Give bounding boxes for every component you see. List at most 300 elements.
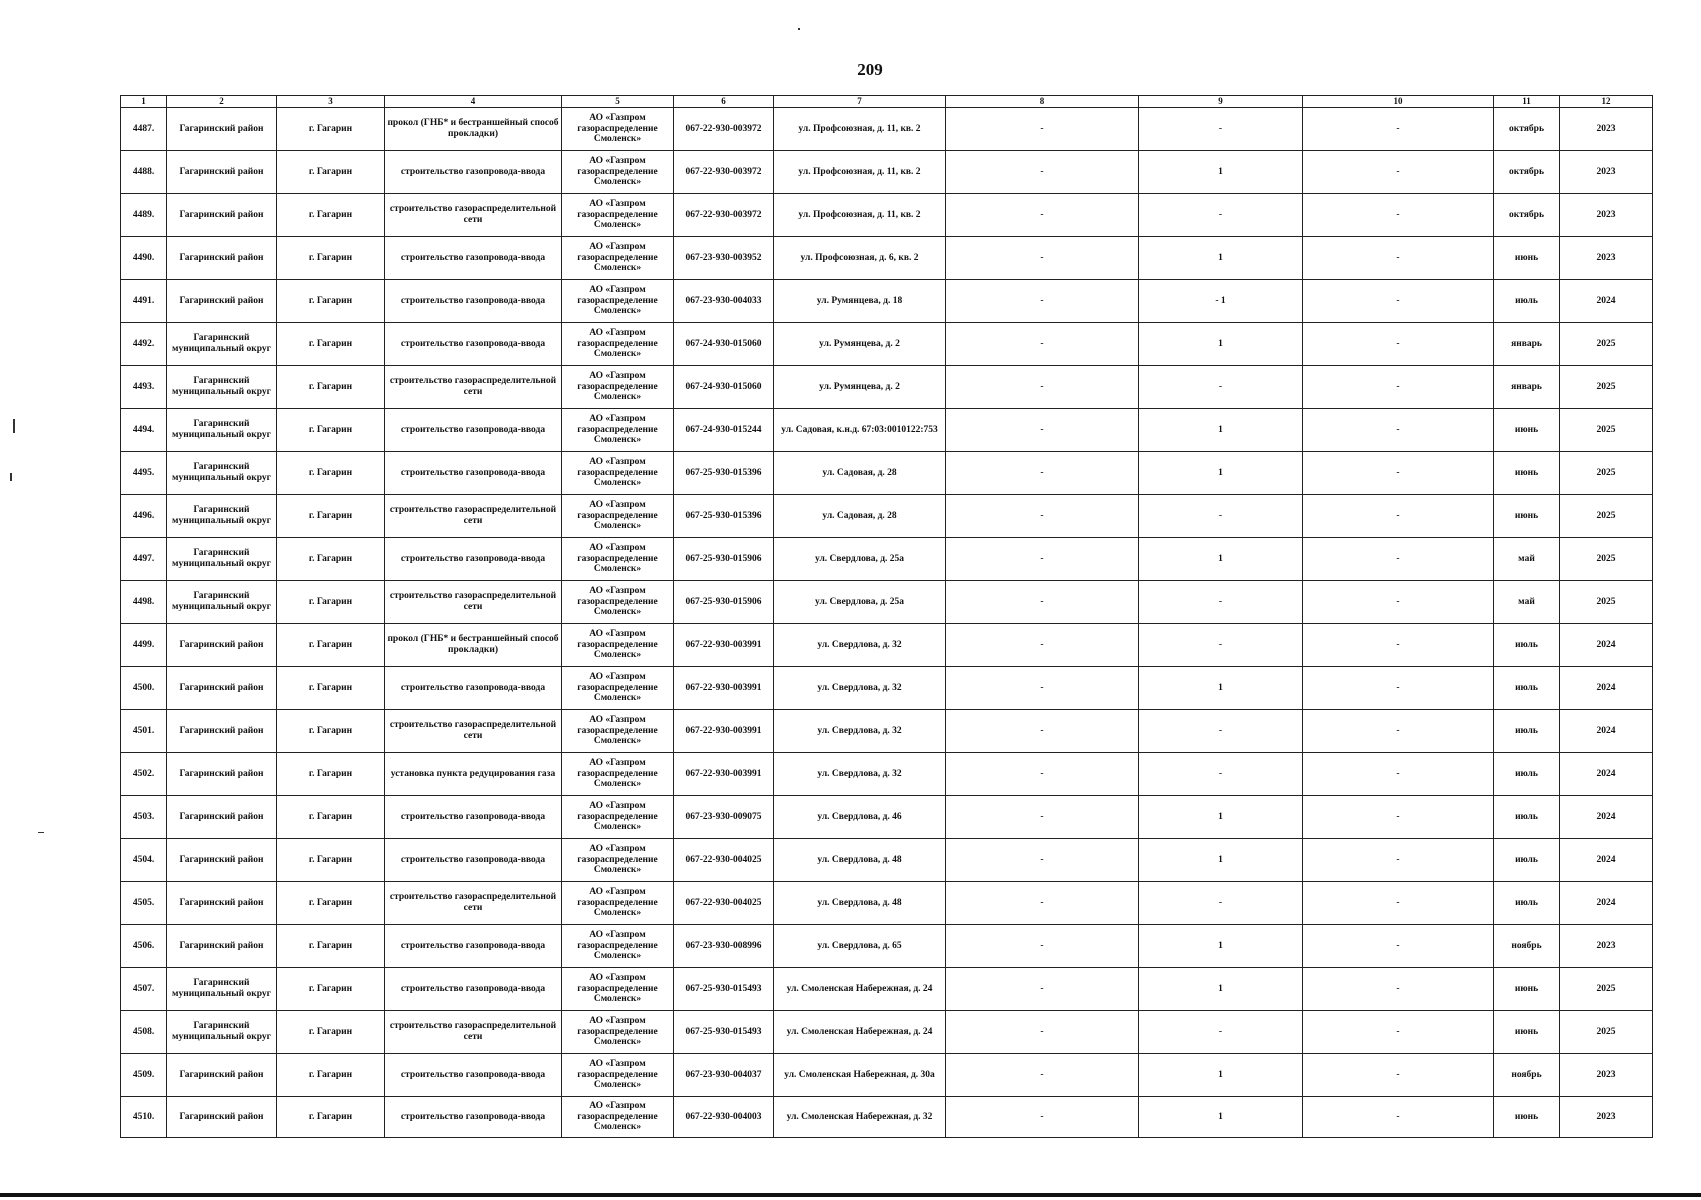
address-cell: ул. Свердлова, д. 48 [774, 882, 946, 925]
year-cell: 2023 [1560, 194, 1653, 237]
column-8-cell: - [946, 452, 1139, 495]
column-8-cell: - [946, 151, 1139, 194]
column-8-cell: - [946, 194, 1139, 237]
month-cell: июль [1494, 624, 1560, 667]
district-cell: Гагаринский муниципальный округ [167, 968, 277, 1011]
year-cell: 2025 [1560, 495, 1653, 538]
address-cell: ул. Садовая, д. 28 [774, 452, 946, 495]
work-type-cell: строительство газораспределительной сети [385, 882, 562, 925]
address-cell: ул. Свердлова, д. 32 [774, 753, 946, 796]
district-cell: Гагаринский район [167, 796, 277, 839]
address-cell: ул. Смоленская Набережная, д. 24 [774, 968, 946, 1011]
address-cell: ул. Свердлова, д. 46 [774, 796, 946, 839]
table-row [121, 624, 1653, 667]
work-type-cell: прокол (ГНБ* и бестраншейный способ прокладки) [385, 108, 562, 151]
row-number: 4489. [121, 194, 167, 237]
application-code-cell: 067-22-930-004025 [674, 839, 774, 882]
year-cell: 2024 [1560, 710, 1653, 753]
row-number: 4500. [121, 667, 167, 710]
row-number: 4505. [121, 882, 167, 925]
city-cell: г. Гагарин [277, 1097, 385, 1138]
organization-cell: АО «Газпром газораспределение Смоленск» [562, 108, 674, 151]
column-8-cell: - [946, 323, 1139, 366]
scan-speck [798, 28, 800, 30]
scan-speck [13, 419, 15, 433]
column-8-cell: - [946, 624, 1139, 667]
column-8-cell: - [946, 108, 1139, 151]
organization-cell: АО «Газпром газораспределение Смоленск» [562, 839, 674, 882]
column-8-cell: - [946, 409, 1139, 452]
organization-cell: АО «Газпром газораспределение Смоленск» [562, 280, 674, 323]
column-9-cell: 1 [1139, 968, 1303, 1011]
month-cell: июнь [1494, 968, 1560, 1011]
table-header [121, 96, 1653, 108]
application-code-cell: 067-22-930-004025 [674, 882, 774, 925]
column-9-cell: 1 [1139, 409, 1303, 452]
application-code-cell: 067-25-930-015906 [674, 581, 774, 624]
month-cell: январь [1494, 323, 1560, 366]
city-cell: г. Гагарин [277, 624, 385, 667]
column-9-cell: 1 [1139, 323, 1303, 366]
address-cell: ул. Свердлова, д. 32 [774, 667, 946, 710]
column-9-cell: 1 [1139, 839, 1303, 882]
month-cell: июнь [1494, 452, 1560, 495]
city-cell: г. Гагарин [277, 753, 385, 796]
application-code-cell: 067-22-930-003991 [674, 667, 774, 710]
table-row [121, 237, 1653, 280]
organization-cell: АО «Газпром газораспределение Смоленск» [562, 151, 674, 194]
row-number: 4506. [121, 925, 167, 968]
month-cell: май [1494, 538, 1560, 581]
month-cell: ноябрь [1494, 925, 1560, 968]
column-number: 10 [1303, 96, 1494, 108]
row-number: 4497. [121, 538, 167, 581]
city-cell: г. Гагарин [277, 1054, 385, 1097]
column-10-cell: - [1303, 882, 1494, 925]
district-cell: Гагаринский район [167, 667, 277, 710]
column-9-cell: - [1139, 753, 1303, 796]
work-type-cell: строительство газопровода-ввода [385, 839, 562, 882]
table-row [121, 194, 1653, 237]
district-cell: Гагаринский район [167, 280, 277, 323]
column-9-cell: 1 [1139, 1097, 1303, 1138]
table-row [121, 882, 1653, 925]
work-type-cell: строительство газораспределительной сети [385, 710, 562, 753]
column-9-cell: - [1139, 1011, 1303, 1054]
application-code-cell: 067-23-930-004037 [674, 1054, 774, 1097]
month-cell: июнь [1494, 1097, 1560, 1138]
row-number: 4509. [121, 1054, 167, 1097]
year-cell: 2023 [1560, 237, 1653, 280]
column-10-cell: - [1303, 495, 1494, 538]
work-type-cell: строительство газопровода-ввода [385, 237, 562, 280]
city-cell: г. Гагарин [277, 925, 385, 968]
column-number: 2 [167, 96, 277, 108]
column-9-cell: - [1139, 495, 1303, 538]
column-8-cell: - [946, 581, 1139, 624]
district-cell: Гагаринский муниципальный округ [167, 581, 277, 624]
column-10-cell: - [1303, 1054, 1494, 1097]
column-8-cell: - [946, 839, 1139, 882]
application-code-cell: 067-25-930-015396 [674, 452, 774, 495]
organization-cell: АО «Газпром газораспределение Смоленск» [562, 323, 674, 366]
city-cell: г. Гагарин [277, 882, 385, 925]
table-row [121, 409, 1653, 452]
month-cell: октябрь [1494, 108, 1560, 151]
column-10-cell: - [1303, 839, 1494, 882]
work-type-cell: строительство газопровода-ввода [385, 452, 562, 495]
year-cell: 2023 [1560, 1054, 1653, 1097]
city-cell: г. Гагарин [277, 409, 385, 452]
column-10-cell: - [1303, 194, 1494, 237]
address-cell: ул. Профсоюзная, д. 11, кв. 2 [774, 108, 946, 151]
row-number: 4495. [121, 452, 167, 495]
month-cell: июль [1494, 796, 1560, 839]
column-10-cell: - [1303, 1097, 1494, 1138]
district-cell: Гагаринский район [167, 753, 277, 796]
district-cell: Гагаринский район [167, 151, 277, 194]
address-cell: ул. Садовая, к.н.д. 67:03:0010122:753 [774, 409, 946, 452]
year-cell: 2025 [1560, 452, 1653, 495]
district-cell: Гагаринский муниципальный округ [167, 538, 277, 581]
month-cell: октябрь [1494, 194, 1560, 237]
district-cell: Гагаринский муниципальный округ [167, 409, 277, 452]
city-cell: г. Гагарин [277, 581, 385, 624]
organization-cell: АО «Газпром газораспределение Смоленск» [562, 624, 674, 667]
column-8-cell: - [946, 753, 1139, 796]
application-code-cell: 067-22-930-003972 [674, 151, 774, 194]
column-9-cell: - [1139, 108, 1303, 151]
scan-speck [10, 473, 12, 481]
year-cell: 2023 [1560, 108, 1653, 151]
district-cell: Гагаринский район [167, 108, 277, 151]
application-code-cell: 067-25-930-015906 [674, 538, 774, 581]
column-10-cell: - [1303, 151, 1494, 194]
column-10-cell: - [1303, 323, 1494, 366]
column-9-cell: - [1139, 624, 1303, 667]
application-code-cell: 067-23-930-004033 [674, 280, 774, 323]
year-cell: 2025 [1560, 366, 1653, 409]
organization-cell: АО «Газпром газораспределение Смоленск» [562, 667, 674, 710]
column-number: 4 [385, 96, 562, 108]
work-type-cell: строительство газопровода-ввода [385, 667, 562, 710]
organization-cell: АО «Газпром газораспределение Смоленск» [562, 1097, 674, 1138]
organization-cell: АО «Газпром газораспределение Смоленск» [562, 581, 674, 624]
work-type-cell: строительство газопровода-ввода [385, 925, 562, 968]
application-code-cell: 067-25-930-015493 [674, 968, 774, 1011]
year-cell: 2025 [1560, 538, 1653, 581]
page-number: 209 [857, 60, 883, 79]
table-row [121, 151, 1653, 194]
city-cell: г. Гагарин [277, 280, 385, 323]
row-number: 4501. [121, 710, 167, 753]
bottom-rule [0, 1193, 1701, 1197]
application-code-cell: 067-22-930-003972 [674, 194, 774, 237]
year-cell: 2024 [1560, 624, 1653, 667]
year-cell: 2023 [1560, 925, 1653, 968]
work-type-cell: строительство газораспределительной сети [385, 366, 562, 409]
organization-cell: АО «Газпром газораспределение Смоленск» [562, 882, 674, 925]
address-cell: ул. Свердлова, д. 48 [774, 839, 946, 882]
month-cell: июль [1494, 753, 1560, 796]
district-cell: Гагаринский район [167, 1054, 277, 1097]
table-row [121, 667, 1653, 710]
application-code-cell: 067-23-930-003952 [674, 237, 774, 280]
column-10-cell: - [1303, 624, 1494, 667]
column-9-cell: 1 [1139, 925, 1303, 968]
table-body [121, 108, 1653, 1138]
address-cell: ул. Профсоюзная, д. 6, кв. 2 [774, 237, 946, 280]
city-cell: г. Гагарин [277, 151, 385, 194]
row-number: 4507. [121, 968, 167, 1011]
column-10-cell: - [1303, 581, 1494, 624]
application-code-cell: 067-22-930-004003 [674, 1097, 774, 1138]
city-cell: г. Гагарин [277, 495, 385, 538]
row-number: 4499. [121, 624, 167, 667]
column-8-cell: - [946, 366, 1139, 409]
table-row [121, 753, 1653, 796]
organization-cell: АО «Газпром газораспределение Смоленск» [562, 1054, 674, 1097]
table-row [121, 1097, 1653, 1138]
register-table [120, 95, 1653, 1138]
month-cell: июнь [1494, 495, 1560, 538]
city-cell: г. Гагарин [277, 796, 385, 839]
city-cell: г. Гагарин [277, 452, 385, 495]
organization-cell: АО «Газпром газораспределение Смоленск» [562, 237, 674, 280]
column-8-cell: - [946, 968, 1139, 1011]
district-cell: Гагаринский район [167, 237, 277, 280]
column-8-cell: - [946, 280, 1139, 323]
table-row [121, 796, 1653, 839]
column-10-cell: - [1303, 753, 1494, 796]
column-8-cell: - [946, 538, 1139, 581]
application-code-cell: 067-24-930-015060 [674, 366, 774, 409]
year-cell: 2024 [1560, 753, 1653, 796]
table-row [121, 323, 1653, 366]
row-number: 4490. [121, 237, 167, 280]
table-row [121, 495, 1653, 538]
column-9-cell: - 1 [1139, 280, 1303, 323]
column-number: 3 [277, 96, 385, 108]
organization-cell: АО «Газпром газораспределение Смоленск» [562, 452, 674, 495]
column-8-cell: - [946, 1011, 1139, 1054]
district-cell: Гагаринский муниципальный округ [167, 495, 277, 538]
city-cell: г. Гагарин [277, 194, 385, 237]
column-number: 7 [774, 96, 946, 108]
month-cell: июнь [1494, 237, 1560, 280]
district-cell: Гагаринский район [167, 839, 277, 882]
table-row [121, 366, 1653, 409]
table-row [121, 581, 1653, 624]
city-cell: г. Гагарин [277, 108, 385, 151]
application-code-cell: 067-23-930-008996 [674, 925, 774, 968]
address-cell: ул. Профсоюзная, д. 11, кв. 2 [774, 194, 946, 237]
work-type-cell: строительство газопровода-ввода [385, 1054, 562, 1097]
column-number: 8 [946, 96, 1139, 108]
year-cell: 2024 [1560, 796, 1653, 839]
column-9-cell: 1 [1139, 1054, 1303, 1097]
year-cell: 2025 [1560, 409, 1653, 452]
column-8-cell: - [946, 667, 1139, 710]
month-cell: июль [1494, 280, 1560, 323]
column-number: 1 [121, 96, 167, 108]
district-cell: Гагаринский муниципальный округ [167, 323, 277, 366]
row-number: 4496. [121, 495, 167, 538]
city-cell: г. Гагарин [277, 237, 385, 280]
work-type-cell: строительство газопровода-ввода [385, 280, 562, 323]
row-number: 4508. [121, 1011, 167, 1054]
city-cell: г. Гагарин [277, 667, 385, 710]
column-number: 11 [1494, 96, 1560, 108]
district-cell: Гагаринский муниципальный округ [167, 452, 277, 495]
year-cell: 2024 [1560, 839, 1653, 882]
column-9-cell: - [1139, 194, 1303, 237]
district-cell: Гагаринский район [167, 925, 277, 968]
column-9-cell: - [1139, 581, 1303, 624]
address-cell: ул. Румянцева, д. 18 [774, 280, 946, 323]
table-row [121, 108, 1653, 151]
work-type-cell: строительство газораспределительной сети [385, 581, 562, 624]
column-9-cell: 1 [1139, 667, 1303, 710]
year-cell: 2024 [1560, 280, 1653, 323]
address-cell: ул. Свердлова, д. 32 [774, 624, 946, 667]
application-code-cell: 067-22-930-003991 [674, 753, 774, 796]
row-number: 4493. [121, 366, 167, 409]
row-number: 4488. [121, 151, 167, 194]
address-cell: ул. Смоленская Набережная, д. 30а [774, 1054, 946, 1097]
organization-cell: АО «Газпром газораспределение Смоленск» [562, 495, 674, 538]
city-cell: г. Гагарин [277, 323, 385, 366]
district-cell: Гагаринский район [167, 882, 277, 925]
year-cell: 2023 [1560, 151, 1653, 194]
column-8-cell: - [946, 710, 1139, 753]
organization-cell: АО «Газпром газораспределение Смоленск» [562, 538, 674, 581]
year-cell: 2025 [1560, 1011, 1653, 1054]
year-cell: 2025 [1560, 323, 1653, 366]
work-type-cell: строительство газопровода-ввода [385, 538, 562, 581]
work-type-cell: строительство газопровода-ввода [385, 796, 562, 839]
month-cell: июнь [1494, 1011, 1560, 1054]
column-8-cell: - [946, 1054, 1139, 1097]
row-number: 4487. [121, 108, 167, 151]
application-code-cell: 067-24-930-015060 [674, 323, 774, 366]
row-number: 4503. [121, 796, 167, 839]
column-10-cell: - [1303, 925, 1494, 968]
application-code-cell: 067-22-930-003991 [674, 710, 774, 753]
table-row [121, 925, 1653, 968]
address-cell: ул. Румянцева, д. 2 [774, 323, 946, 366]
column-10-cell: - [1303, 409, 1494, 452]
column-8-cell: - [946, 925, 1139, 968]
year-cell: 2024 [1560, 882, 1653, 925]
address-cell: ул. Свердлова, д. 25а [774, 581, 946, 624]
year-cell: 2025 [1560, 968, 1653, 1011]
application-code-cell: 067-22-930-003991 [674, 624, 774, 667]
application-code-cell: 067-23-930-009075 [674, 796, 774, 839]
table-row [121, 280, 1653, 323]
column-8-cell: - [946, 495, 1139, 538]
column-9-cell: 1 [1139, 796, 1303, 839]
table-row [121, 710, 1653, 753]
work-type-cell: установка пункта редуцирования газа [385, 753, 562, 796]
month-cell: июль [1494, 710, 1560, 753]
work-type-cell: строительство газораспределительной сети [385, 194, 562, 237]
column-number-row [121, 96, 1653, 108]
column-10-cell: - [1303, 452, 1494, 495]
column-8-cell: - [946, 796, 1139, 839]
organization-cell: АО «Газпром газораспределение Смоленск» [562, 796, 674, 839]
district-cell: Гагаринский район [167, 710, 277, 753]
column-9-cell: 1 [1139, 452, 1303, 495]
address-cell: ул. Смоленская Набережная, д. 24 [774, 1011, 946, 1054]
scan-speck [38, 832, 44, 833]
column-10-cell: - [1303, 667, 1494, 710]
column-9-cell: - [1139, 366, 1303, 409]
column-9-cell: - [1139, 882, 1303, 925]
organization-cell: АО «Газпром газораспределение Смоленск» [562, 710, 674, 753]
month-cell: октябрь [1494, 151, 1560, 194]
table-row [121, 538, 1653, 581]
row-number: 4494. [121, 409, 167, 452]
address-cell: ул. Садовая, д. 28 [774, 495, 946, 538]
city-cell: г. Гагарин [277, 1011, 385, 1054]
address-cell: ул. Свердлова, д. 25а [774, 538, 946, 581]
work-type-cell: строительство газопровода-ввода [385, 968, 562, 1011]
column-number: 12 [1560, 96, 1653, 108]
row-number: 4498. [121, 581, 167, 624]
application-code-cell: 067-25-930-015493 [674, 1011, 774, 1054]
row-number: 4491. [121, 280, 167, 323]
month-cell: январь [1494, 366, 1560, 409]
year-cell: 2024 [1560, 667, 1653, 710]
year-cell: 2025 [1560, 581, 1653, 624]
table-row [121, 1011, 1653, 1054]
row-number: 4504. [121, 839, 167, 882]
address-cell: ул. Профсоюзная, д. 11, кв. 2 [774, 151, 946, 194]
district-cell: Гагаринский район [167, 624, 277, 667]
work-type-cell: строительство газораспределительной сети [385, 495, 562, 538]
district-cell: Гагаринский муниципальный округ [167, 366, 277, 409]
work-type-cell: строительство газопровода-ввода [385, 151, 562, 194]
city-cell: г. Гагарин [277, 710, 385, 753]
organization-cell: АО «Газпром газораспределение Смоленск» [562, 194, 674, 237]
address-cell: ул. Смоленская Набережная, д. 32 [774, 1097, 946, 1138]
address-cell: ул. Свердлова, д. 65 [774, 925, 946, 968]
column-10-cell: - [1303, 710, 1494, 753]
month-cell: июль [1494, 839, 1560, 882]
year-cell: 2023 [1560, 1097, 1653, 1138]
column-10-cell: - [1303, 796, 1494, 839]
column-10-cell: - [1303, 968, 1494, 1011]
table-row [121, 968, 1653, 1011]
column-8-cell: - [946, 1097, 1139, 1138]
organization-cell: АО «Газпром газораспределение Смоленск» [562, 968, 674, 1011]
application-code-cell: 067-22-930-003972 [674, 108, 774, 151]
column-10-cell: - [1303, 108, 1494, 151]
month-cell: май [1494, 581, 1560, 624]
row-number: 4502. [121, 753, 167, 796]
work-type-cell: строительство газопровода-ввода [385, 323, 562, 366]
organization-cell: АО «Газпром газораспределение Смоленск» [562, 409, 674, 452]
city-cell: г. Гагарин [277, 968, 385, 1011]
district-cell: Гагаринский муниципальный округ [167, 1011, 277, 1054]
organization-cell: АО «Газпром газораспределение Смоленск» [562, 753, 674, 796]
column-9-cell: 1 [1139, 538, 1303, 581]
work-type-cell: прокол (ГНБ* и бестраншейный способ прокладки) [385, 624, 562, 667]
column-number: 6 [674, 96, 774, 108]
column-9-cell: 1 [1139, 151, 1303, 194]
application-code-cell: 067-24-930-015244 [674, 409, 774, 452]
